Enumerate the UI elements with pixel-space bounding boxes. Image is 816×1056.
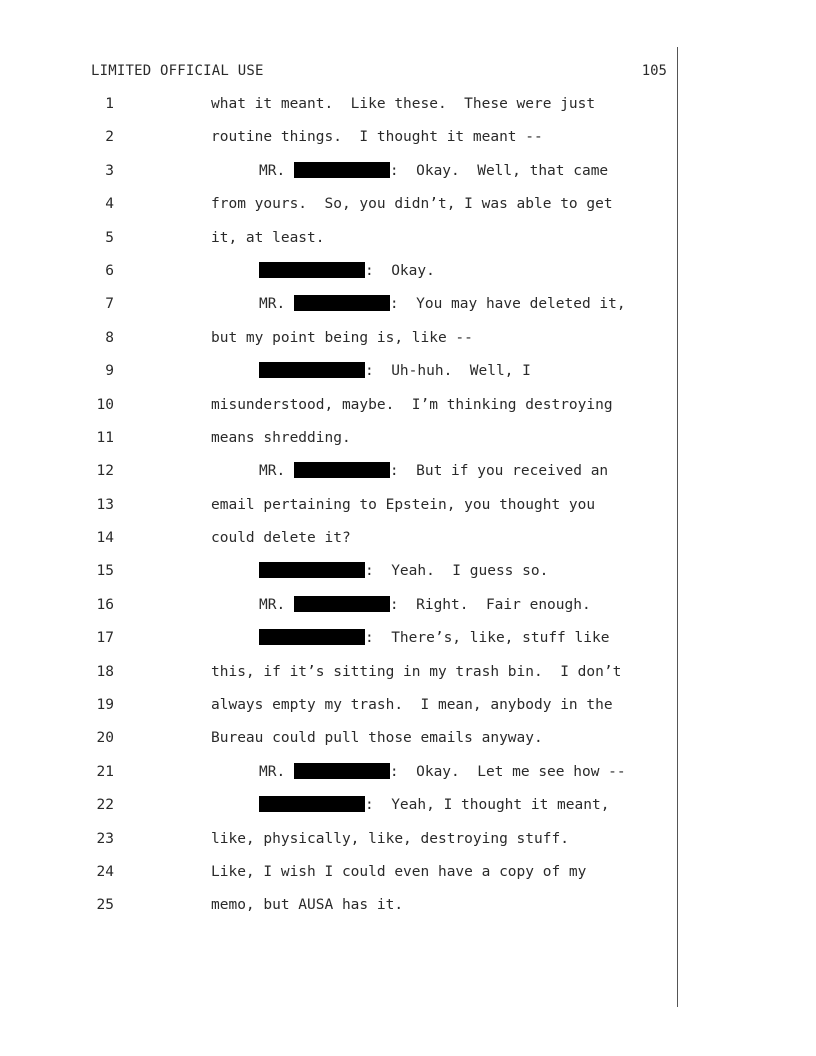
transcript-line [0, 293, 816, 326]
line-text-after: : Uh-huh. Well, I [365, 363, 531, 380]
transcript-line [0, 761, 816, 794]
redaction-block [259, 362, 365, 378]
transcript-line [0, 527, 816, 560]
redaction-block [294, 462, 390, 478]
line-text [211, 861, 586, 883]
line-text [259, 627, 609, 649]
redaction-block [259, 562, 365, 578]
line-text [211, 527, 351, 549]
line-text [259, 761, 626, 783]
line-number: 14 [96, 530, 114, 547]
speaker-prefix: MR. [259, 763, 294, 780]
line-text [259, 260, 435, 282]
line-number: 19 [96, 697, 114, 714]
redaction-block [294, 763, 390, 779]
transcript-line [0, 560, 816, 593]
line-number: 22 [96, 797, 114, 814]
line-number: 21 [96, 763, 114, 780]
line-text [259, 160, 608, 182]
transcript-line [0, 494, 816, 527]
line-text-before: memo, but AUSA has it. [211, 897, 404, 914]
line-number: 11 [96, 429, 114, 446]
line-text [211, 394, 613, 416]
line-text [211, 93, 595, 115]
line-text [211, 427, 351, 449]
line-number: 8 [105, 329, 114, 346]
line-text-before: always empty my trash. I mean, anybody in the [211, 697, 613, 714]
line-text [211, 193, 613, 215]
line-text [259, 594, 591, 616]
transcript-line [0, 661, 816, 694]
line-text [259, 560, 548, 582]
transcript-line [0, 828, 816, 861]
transcript-line [0, 260, 816, 293]
line-text-before: means shredding. [211, 429, 351, 446]
transcript-line [0, 594, 816, 627]
line-number: 12 [96, 463, 114, 480]
line-text [211, 661, 621, 683]
line-number: 16 [96, 596, 114, 613]
line-text-before: it, at least. [211, 229, 325, 246]
line-text-before: like, physically, like, destroying stuff. [211, 830, 569, 847]
line-number: 15 [96, 563, 114, 580]
transcript-lines [0, 93, 816, 928]
line-number: 10 [96, 396, 114, 413]
line-text-after: : Yeah, I thought it meant, [365, 797, 610, 814]
line-number: 20 [96, 730, 114, 747]
line-text-before: Bureau could pull those emails anyway. [211, 730, 543, 747]
line-text-before: routine things. I thought it meant -- [211, 129, 543, 146]
line-text [259, 360, 531, 382]
line-text [211, 727, 543, 749]
redaction-block [259, 796, 365, 812]
transcript-line [0, 427, 816, 460]
line-text [259, 460, 608, 482]
line-text [211, 694, 613, 716]
transcript-line [0, 694, 816, 727]
speaker-prefix: MR. [259, 463, 294, 480]
line-text-before: from yours. So, you didn’t, I was able to get [211, 196, 613, 213]
line-text [259, 293, 626, 315]
redaction-block [259, 629, 365, 645]
line-number: 7 [105, 296, 114, 313]
speaker-prefix: MR. [259, 162, 294, 179]
line-text [259, 794, 609, 816]
classification-marking: LIMITED OFFICIAL USE [91, 63, 264, 79]
line-text-before: what it meant. Like these. These were just [211, 96, 596, 112]
transcript-line [0, 627, 816, 660]
line-text-before: misunderstood, maybe. I’m thinking destroying [211, 396, 613, 413]
line-text [211, 126, 543, 148]
line-text-before: could delete it? [211, 530, 351, 547]
line-text [211, 227, 325, 249]
line-text-before: this, if it’s sitting in my trash bin. I don’t [211, 663, 622, 680]
transcript-line [0, 460, 816, 493]
line-number: 17 [96, 630, 114, 647]
transcript-line [0, 794, 816, 827]
transcript-line [0, 193, 816, 226]
line-number: 2 [105, 129, 114, 146]
line-number: 24 [96, 863, 114, 880]
redaction-block [294, 596, 390, 612]
transcript-line [0, 227, 816, 260]
line-number: 18 [96, 663, 114, 680]
line-text-after: : Yeah. I guess so. [365, 563, 549, 580]
line-text-after: : Okay. Let me see how -- [389, 763, 626, 780]
line-number: 4 [105, 196, 114, 213]
line-text-before: but my point being is, like -- [211, 329, 473, 346]
line-number: 25 [96, 897, 114, 914]
transcript-line [0, 894, 816, 927]
line-text [211, 828, 569, 850]
line-text-after: : But if you received an [389, 463, 609, 480]
line-text-after: : Okay. [365, 262, 435, 279]
line-number: 9 [105, 363, 114, 380]
line-text [211, 327, 473, 349]
line-text-after: : You may have deleted it, [389, 296, 626, 313]
line-text-after: : Okay. Well, that came [389, 162, 609, 179]
line-text-before: Like, I wish I could even have a copy of my [211, 863, 587, 880]
line-number: 6 [105, 262, 114, 279]
line-number: 5 [105, 229, 114, 246]
line-number: 13 [96, 496, 114, 513]
speaker-prefix: MR. [259, 596, 294, 613]
page-number: 105 [641, 63, 667, 79]
transcript-line [0, 160, 816, 193]
line-text-after: : Right. Fair enough. [389, 596, 591, 613]
line-text [211, 894, 403, 916]
redaction-block [294, 295, 390, 311]
line-text [211, 494, 595, 516]
line-number: 1 [105, 96, 114, 112]
transcript-line [0, 126, 816, 159]
speaker-prefix: MR. [259, 296, 294, 313]
transcript-line [0, 394, 816, 427]
page-header [91, 61, 667, 81]
line-text-after: : There’s, like, stuff like [365, 630, 610, 647]
transcript-line [0, 360, 816, 393]
line-number: 23 [96, 830, 114, 847]
redaction-block [294, 162, 390, 178]
transcript-line [0, 727, 816, 760]
transcript-line [0, 861, 816, 894]
line-text-before: email pertaining to Epstein, you thought you [211, 496, 596, 513]
line-number: 3 [105, 162, 114, 179]
redaction-block [259, 262, 365, 278]
transcript-line [0, 327, 816, 360]
transcript-line [0, 93, 816, 126]
